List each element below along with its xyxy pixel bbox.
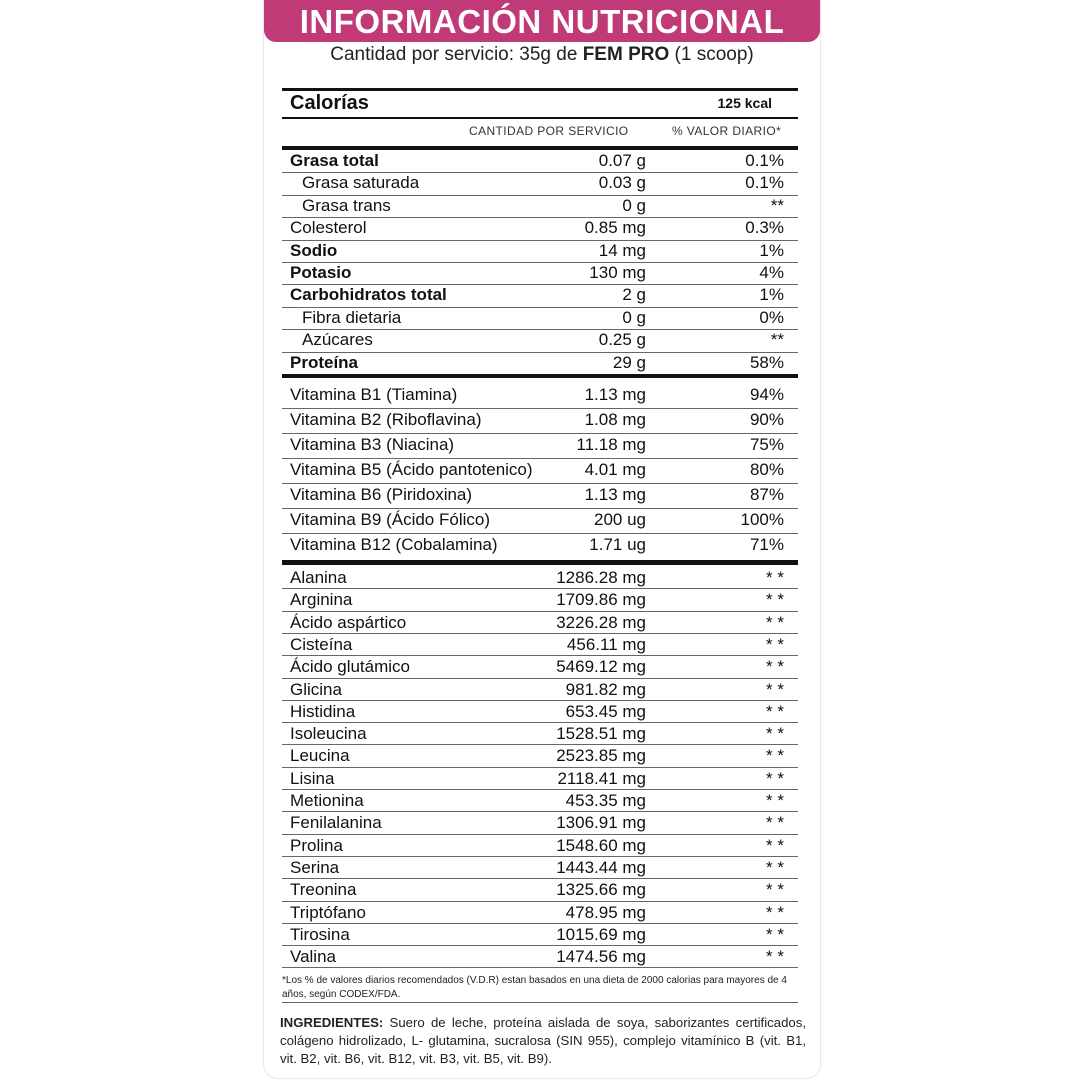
nutrient-amount: 1548.60 mg xyxy=(556,835,646,855)
nutrient-daily-value: * * xyxy=(766,813,784,833)
nutrient-name: Grasa saturada xyxy=(302,173,420,193)
nutrient-row xyxy=(282,352,798,374)
nutrient-row xyxy=(282,701,798,723)
nutrient-daily-value: 4% xyxy=(759,263,784,282)
nutrient-daily-value: * * xyxy=(766,902,784,922)
nutrient-amount: 1709.86 mg xyxy=(556,590,646,610)
nutrient-daily-value: * * xyxy=(766,657,784,677)
nutrient-row xyxy=(282,879,798,901)
nutrient-row xyxy=(282,679,798,701)
nutrient-name: Azúcares xyxy=(302,330,373,350)
nutrient-amount: 2118.41 mg xyxy=(557,768,646,788)
nutrient-amount: 1325.66 mg xyxy=(556,880,646,900)
nutrient-row xyxy=(282,790,798,812)
ingredients-text: Suero de leche, proteína aislada de soya, saborizantes certificados, colágeno hidrolizado, L- glutamina, sucralosa (SIN 955), complejo vitamínico B (vit. B1, vit. B2, vit. B6, vit. B12, vit. B3, vit. B5, vit. B9). xyxy=(280,1015,806,1066)
section-rule xyxy=(282,374,798,378)
nutrient-amount: 1443.44 mg xyxy=(556,857,646,877)
amount-header: CANTIDAD POR SERVICIO xyxy=(469,124,629,138)
nutrient-daily-value: 100% xyxy=(740,510,784,529)
nutrient-amount: 478.95 mg xyxy=(565,902,646,922)
nutrient-row xyxy=(282,857,798,879)
nutrient-row xyxy=(282,656,798,678)
nutrient-daily-value: 1% xyxy=(759,240,784,260)
nutrient-daily-value: * * xyxy=(766,880,784,900)
nutrient-daily-value: 90% xyxy=(749,410,784,429)
nutrient-amount: 0 g xyxy=(622,195,646,215)
nutrient-daily-value: * * xyxy=(766,857,784,877)
nutrient-daily-value: * * xyxy=(766,791,784,810)
row-divider xyxy=(282,967,798,968)
nutrient-name: Colesterol xyxy=(290,218,367,238)
nutrient-name: Ácido aspártico xyxy=(290,612,407,632)
nutrient-daily-value: 0% xyxy=(759,307,784,327)
nutrient-row xyxy=(282,434,798,456)
nutrient-row xyxy=(282,589,798,611)
nutrient-amount: 2 g xyxy=(622,285,646,305)
nutrient-name: Lisina xyxy=(290,768,335,788)
nutrient-amount: 653.45 mg xyxy=(565,701,646,721)
nutrient-amount: 29 g xyxy=(612,352,646,372)
nutrient-row xyxy=(282,240,798,262)
nutrient-amount: 1474.56 mg xyxy=(556,947,646,967)
nutrient-daily-value: * * xyxy=(766,612,784,632)
nutrient-daily-value: * * xyxy=(766,768,784,788)
section-rule xyxy=(282,560,798,565)
nutrient-row xyxy=(282,612,798,634)
nutrient-name: Prolina xyxy=(290,835,343,855)
footnote: *Los % de valores diarios recomendados (V.D.R) estan basados en una dieta de 2000 calorias para mayores de 4 años, según CODEX/FDA. xyxy=(282,975,787,1000)
nutrient-amount: 4.01 mg xyxy=(584,460,646,479)
nutrient-amount: 200 ug xyxy=(594,510,646,529)
nutrient-name: Ácido glutámico xyxy=(290,657,411,677)
nutrient-daily-value: 87% xyxy=(749,485,784,504)
nutrient-daily-value: 0.1% xyxy=(745,151,784,170)
calories-value: 125 kcal xyxy=(717,95,772,111)
nutrient-name: Vitamina B3 (Niacina) xyxy=(290,435,455,454)
nutrient-name: Proteína xyxy=(290,352,359,372)
nutrient-name: Leucina xyxy=(290,746,350,766)
nutrient-amount: 1.13 mg xyxy=(584,485,646,504)
serving-prefix: Cantidad por servicio: 35g de xyxy=(330,44,583,65)
nutrient-name: Triptófano xyxy=(290,902,366,922)
nutrient-daily-value: 0.3% xyxy=(745,218,784,238)
nutrient-row xyxy=(282,812,798,834)
nutrient-daily-value: * * xyxy=(766,924,784,944)
nutrient-amount: 1015.69 mg xyxy=(556,924,646,944)
nutrient-row xyxy=(282,195,798,217)
nutrient-amount: 981.82 mg xyxy=(565,679,646,699)
nutrient-row xyxy=(282,409,798,431)
nutrient-row xyxy=(282,534,798,556)
nutrient-daily-value: * * xyxy=(766,679,784,699)
nutrient-name: Glicina xyxy=(290,679,342,699)
nutrient-name: Arginina xyxy=(290,590,353,610)
nutrient-amount: 3226.28 mg xyxy=(556,612,646,632)
nutrient-row xyxy=(282,902,798,924)
calories-label: Calorías xyxy=(290,92,369,114)
nutrient-row xyxy=(282,384,798,406)
nutrient-amount: 1306.91 mg xyxy=(556,813,646,833)
nutrient-daily-value: * * xyxy=(766,724,784,744)
nutrient-name: Alanina xyxy=(290,568,347,587)
nutrient-daily-value: * * xyxy=(766,568,784,587)
nutrient-amount: 2523.85 mg xyxy=(556,746,646,766)
nutrient-name: Sodio xyxy=(290,240,338,260)
nutrient-name: Vitamina B12 (Cobalamina) xyxy=(290,535,498,554)
nutrient-daily-value: 75% xyxy=(749,435,784,454)
brand-name: FEM PRO xyxy=(582,44,670,65)
nutrient-daily-value: 71% xyxy=(749,535,784,554)
nutrient-name: Metionina xyxy=(290,791,364,810)
calories-rule xyxy=(282,117,798,119)
nutrient-row xyxy=(282,509,798,531)
nutrient-daily-value: 94% xyxy=(749,385,784,404)
nutrient-name: Vitamina B6 (Piridoxina) xyxy=(290,485,473,504)
nutrient-row xyxy=(282,723,798,745)
nutrient-amount: 11.18 mg xyxy=(576,435,646,454)
nutrient-amount: 1.08 mg xyxy=(584,410,646,429)
nutrient-name: Histidina xyxy=(290,701,356,721)
nutrient-amount: 5469.12 mg xyxy=(556,657,646,677)
nutrient-row xyxy=(282,946,798,968)
nutrient-name: Vitamina B9 (Ácido Fólico) xyxy=(290,510,490,529)
nutrient-daily-value: * * xyxy=(766,835,784,855)
nutrient-daily-value: 1% xyxy=(759,285,784,305)
nutrient-row xyxy=(282,150,798,172)
nutrient-name: Fenilalanina xyxy=(290,813,382,833)
daily-value-header: % VALOR DIARIO* xyxy=(672,124,782,138)
nutrition-label xyxy=(264,0,820,1078)
nutrient-name: Valina xyxy=(290,947,336,967)
nutrient-name: Grasa total xyxy=(290,151,379,170)
nutrient-row xyxy=(282,307,798,329)
nutrient-name: Serina xyxy=(290,857,340,877)
nutrient-row xyxy=(282,567,798,589)
nutrient-name: Fibra dietaria xyxy=(302,307,402,327)
nutrient-amount: 0.07 g xyxy=(598,151,646,170)
nutrient-amount: 0.25 g xyxy=(598,330,646,350)
serving-suffix: (1 scoop) xyxy=(669,44,754,65)
nutrient-row xyxy=(282,329,798,351)
nutrient-daily-value: * * xyxy=(766,701,784,721)
top-rule xyxy=(282,88,798,91)
nutrient-name: Isoleucina xyxy=(290,724,367,744)
nutrient-name: Grasa trans xyxy=(302,195,391,215)
nutrient-row xyxy=(282,484,798,506)
nutrient-amount: 130 mg xyxy=(589,263,646,282)
nutrient-row xyxy=(282,172,798,194)
nutrient-daily-value: ** xyxy=(770,195,784,215)
nutrient-amount: 456.11 mg xyxy=(566,634,646,654)
nutrient-row xyxy=(282,835,798,857)
nutrient-row xyxy=(282,924,798,946)
nutrient-name: Vitamina B2 (Riboflavina) xyxy=(290,410,482,429)
ingredients-label: INGREDIENTES: xyxy=(280,1015,384,1030)
nutrient-amount: 1.13 mg xyxy=(584,385,646,404)
nutrient-daily-value: * * xyxy=(766,746,784,766)
nutrient-daily-value: * * xyxy=(766,947,784,967)
serving-size xyxy=(264,44,820,66)
nutrient-amount: 0.03 g xyxy=(598,173,646,193)
ingredients xyxy=(280,1014,806,1068)
nutrient-amount: 453.35 mg xyxy=(565,791,646,810)
nutrient-amount: 1.71 ug xyxy=(589,535,646,554)
nutrient-daily-value: 80% xyxy=(749,460,784,479)
nutrient-amount: 1286.28 mg xyxy=(556,568,646,587)
nutrient-row xyxy=(282,745,798,767)
nutrient-amount: 14 mg xyxy=(598,240,646,260)
nutrient-daily-value: 0.1% xyxy=(745,173,784,193)
nutrient-row xyxy=(282,262,798,284)
footnote-rule xyxy=(282,1002,798,1003)
nutrient-name: Vitamina B1 (Tiamina) xyxy=(290,385,458,404)
nutrient-name: Vitamina B5 (Ácido pantotenico) xyxy=(290,460,533,479)
nutrient-row xyxy=(282,634,798,656)
nutrient-daily-value: ** xyxy=(770,330,784,350)
nutrient-name: Treonina xyxy=(290,880,357,900)
nutrient-daily-value: * * xyxy=(766,634,784,654)
nutrient-row xyxy=(282,459,798,481)
nutrient-row xyxy=(282,217,798,239)
nutrient-name: Carbohidratos total xyxy=(290,285,447,305)
nutrient-daily-value: * * xyxy=(766,590,784,610)
nutrient-name: Potasio xyxy=(290,263,352,282)
nutrient-name: Tirosina xyxy=(290,924,350,944)
nutrient-daily-value: 58% xyxy=(749,352,784,372)
nutrient-row xyxy=(282,284,798,306)
nutrient-name: Cisteína xyxy=(290,634,353,654)
nutrient-amount: 0.85 mg xyxy=(584,218,646,238)
label-title: INFORMACIÓN NUTRICIONAL xyxy=(264,0,820,42)
nutrient-row xyxy=(282,768,798,790)
nutrient-amount: 0 g xyxy=(622,307,646,327)
nutrient-amount: 1528.51 mg xyxy=(556,724,646,744)
